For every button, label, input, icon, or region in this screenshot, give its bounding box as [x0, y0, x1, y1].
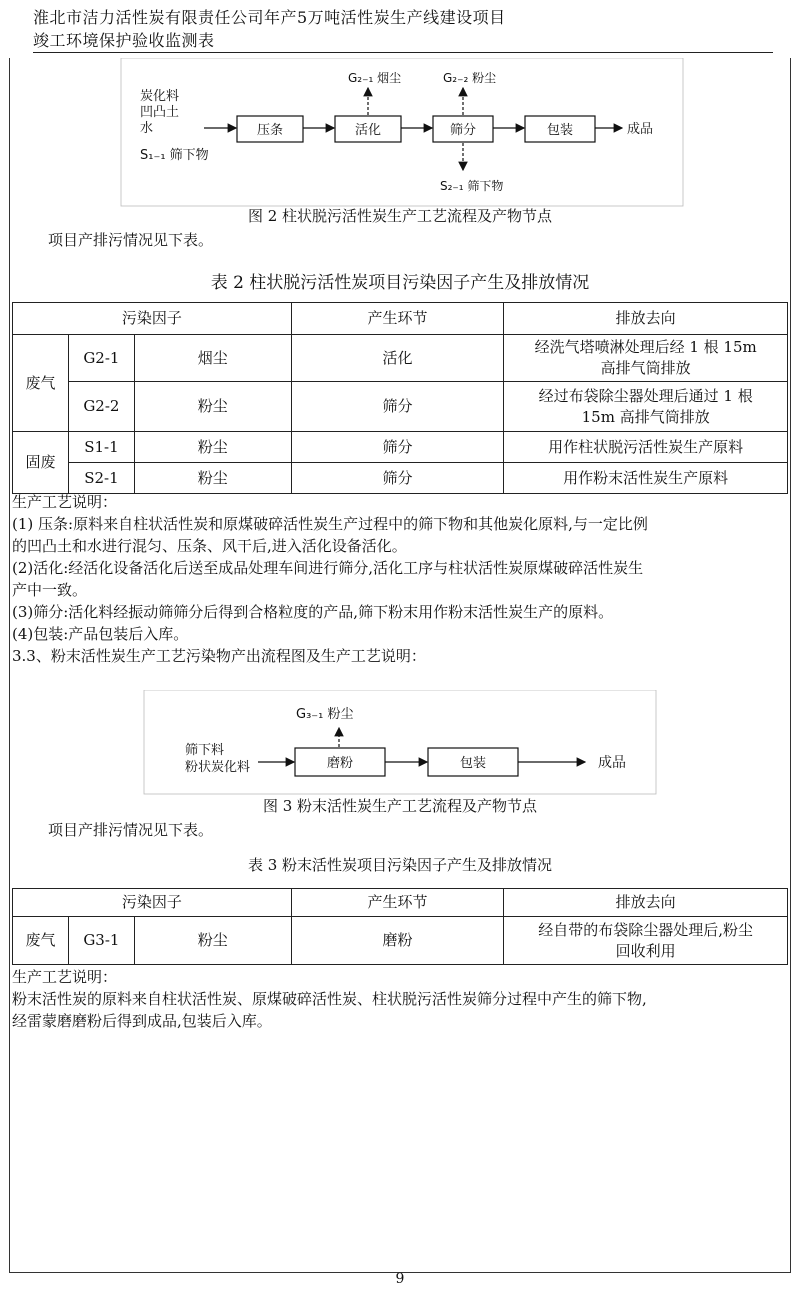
header-line-2: 竣工环境保护验收监测表: [33, 31, 215, 50]
figure-2-flow-diagram: [0, 58, 800, 212]
f3-input-1: 筛下料: [185, 743, 225, 758]
pd1-p3: (3)筛分:活化料经振动筛筛分后得到合格粒度的产品,筛下粉末用作粉末活性炭生产的原料。: [12, 603, 614, 621]
table-row: [13, 917, 788, 965]
t2-stage: 筛分: [291, 432, 504, 463]
f2-input-1: 炭化料: [140, 89, 180, 104]
f2-input-3: 水: [140, 121, 154, 136]
pd1-heading: 生产工艺说明：: [12, 493, 118, 511]
pd1-p2a: (2)活化:经活化设备活化后送至成品处理车间进行筛分,活化工序与柱状活性炭原煤破碎活性炭生: [12, 559, 644, 577]
t3-header-stage: 产生环节: [291, 889, 504, 917]
t2-factor: 粉尘: [134, 432, 291, 463]
intro-text-1: 项目产排污情况见下表。: [48, 231, 214, 249]
t2-dest-line-1: 经洗气塔喷淋处理后经 1 根 15m: [534, 338, 757, 356]
t3-factor: 粉尘: [134, 917, 291, 965]
figure-2-caption: 图 2 柱状脱污活性炭生产工艺流程及产物节点: [247, 207, 553, 225]
table-row: [13, 335, 788, 382]
f2-input-waste: S₁₋₁ 筛下物: [140, 148, 209, 163]
t3-stage: 磨粉: [291, 917, 504, 965]
f2-waste-s21: S₂₋₁ 筛下物: [440, 179, 504, 193]
t2-destination: 用作粉末活性炭生产原料: [504, 463, 788, 494]
table-2: [12, 302, 788, 494]
pd2-heading: 生产工艺说明：: [12, 968, 118, 986]
t2-factor: 粉尘: [134, 382, 291, 432]
figure-3-border: [144, 690, 656, 794]
process-description-1: [12, 491, 788, 667]
t2-destination: [504, 382, 788, 432]
f3-output: 成品: [598, 755, 626, 771]
figure-3-flow-diagram: [0, 690, 800, 800]
t2-stage: 筛分: [291, 382, 504, 432]
t3-header-factor: 污染因子: [13, 889, 292, 917]
t2-group-exhaust: 废气: [13, 335, 69, 432]
t2-dest-line-2: 高排气筒排放: [600, 359, 691, 377]
f3-input-2: 粉状炭化料: [185, 760, 251, 775]
t3-destination: [504, 917, 788, 965]
t2-code: G2-1: [68, 335, 134, 382]
t2-code: S2-1: [68, 463, 134, 494]
t3-dest-line-1: 经自带的布袋除尘器处理后,粉尘: [538, 920, 754, 939]
pd1-p2b: 产中一致。: [12, 581, 88, 599]
page-header: [33, 6, 773, 52]
f2-step-3: 筛分: [449, 123, 477, 138]
table-row: [13, 463, 788, 494]
table-row: [13, 432, 788, 463]
t3-group-exhaust: 废气: [13, 917, 69, 965]
pd1-p4: (4)包装:产品包装后入库。: [12, 625, 189, 643]
t2-code: S1-1: [68, 432, 134, 463]
t2-dest-line-1: 经过布袋除尘器处理后通过 1 根: [538, 386, 753, 405]
f2-emission-g21: G₂₋₁ 烟尘: [348, 71, 402, 85]
t2-factor: 粉尘: [134, 463, 291, 494]
t2-destination: 用作柱状脱污活性炭生产原料: [504, 432, 788, 463]
f3-step-1: 磨粉: [326, 756, 354, 771]
pd1-p1a: (1) 压条:原料来自柱状活性炭和原煤破碎活性炭生产过程中的筛下物和其他炭化原料,与一定比例: [12, 515, 648, 533]
t3-code: G3-1: [68, 917, 134, 965]
f2-step-1: 压条: [256, 123, 284, 138]
table-3: [12, 888, 788, 965]
f3-step-2: 包装: [459, 756, 487, 771]
f2-output: 成品: [627, 122, 654, 137]
table-2-header-row: [13, 303, 788, 335]
t3-dest-line-2: 回收利用: [615, 941, 676, 960]
header-line-1: 淮北市洁力活性炭有限责任公司年产5万吨活性炭生产线建设项目: [33, 8, 506, 27]
table-3-header-row: [13, 889, 788, 917]
f3-emission-g31: G₃₋₁ 粉尘: [296, 707, 354, 722]
pd2-p1b: 经雷蒙磨磨粉后得到成品,包装后入库。: [12, 1012, 272, 1030]
t3-header-destination: 排放去向: [504, 889, 788, 917]
table-3-title: 表 3 粉末活性炭项目污染因子产生及排放情况: [247, 856, 553, 874]
t2-group-solid-waste: 固废: [13, 432, 69, 494]
table-row: [13, 382, 788, 432]
t2-stage: 筛分: [291, 463, 504, 494]
t2-header-factor: 污染因子: [13, 303, 292, 335]
f2-step-4: 包装: [546, 123, 574, 138]
t2-header-destination: 排放去向: [504, 303, 788, 335]
figure-3-caption: 图 3 粉末活性炭生产工艺流程及产物节点: [262, 797, 538, 815]
f2-emission-g22: G₂₋₂ 粉尘: [443, 71, 497, 85]
section-3-3-heading: 3.3、粉末活性炭生产工艺污染物产出流程图及生产工艺说明：: [12, 647, 426, 665]
intro-text-2: 项目产排污情况见下表。: [48, 821, 214, 839]
page-number: 9: [395, 1271, 405, 1287]
t2-header-stage: 产生环节: [291, 303, 504, 335]
pd2-p1a: 粉末活性炭的原料来自柱状活性炭、原煤破碎活性炭、柱状脱污活性炭筛分过程中产生的筛下物,: [12, 990, 647, 1008]
t2-dest-line-2: 15m 高排气筒排放: [581, 407, 710, 426]
header-rule: [33, 52, 773, 53]
pd1-p1b: 的凹凸土和水进行混匀、压条、风干后,进入活化设备活化。: [12, 537, 407, 555]
figure-2-border: [121, 58, 683, 206]
f2-input-2: 凹凸土: [140, 105, 180, 120]
t2-destination: [504, 335, 788, 382]
t2-stage: 活化: [291, 335, 504, 382]
f2-step-2: 活化: [354, 123, 382, 138]
table-2-title: 表 2 柱状脱污活性炭项目污染因子产生及排放情况: [210, 273, 590, 293]
t2-code: G2-2: [68, 382, 134, 432]
process-description-2: [12, 966, 788, 1032]
t2-factor: 烟尘: [134, 335, 291, 382]
